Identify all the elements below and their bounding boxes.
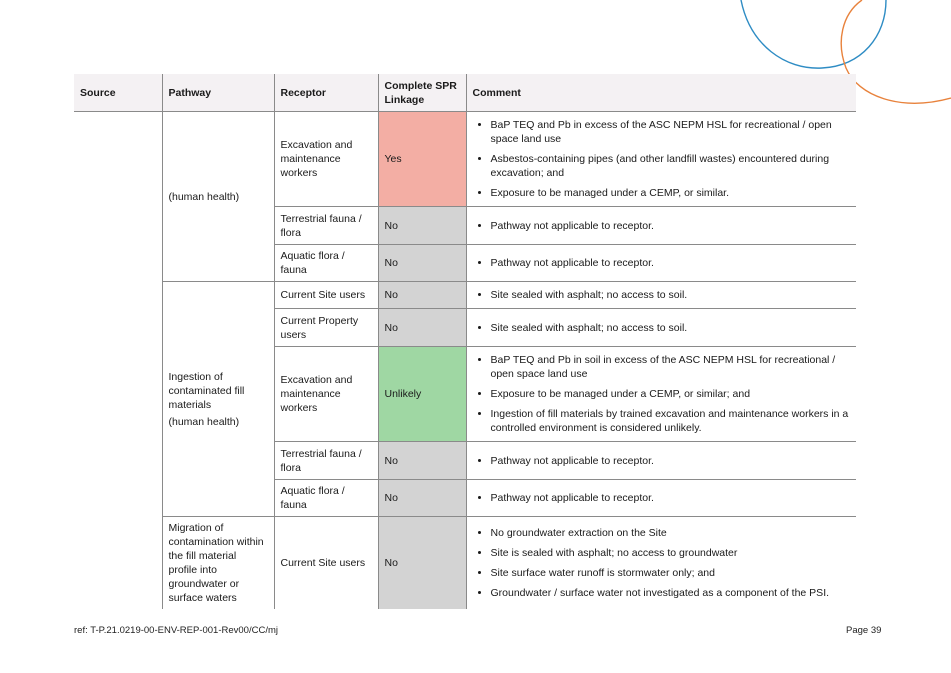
blue-swirl-line (741, 0, 886, 68)
comment-bullet: • Groundwater / surface water not investigated as a component of the PSI. (491, 586, 851, 600)
linkage-cell: Unlikely (378, 347, 466, 442)
comment-bullet: • Pathway not applicable to receptor. (491, 256, 851, 270)
linkage-cell: Yes (378, 112, 466, 207)
source-cell (74, 112, 162, 610)
pathway-cell: Migration of contamination within the fill material profile into groundwater or surface waters (162, 517, 274, 610)
receptor-cell: Excavation and maintenance workers (274, 112, 378, 207)
receptor-cell: Aquatic flora / fauna (274, 480, 378, 517)
comment-bullet: • Site surface water runoff is stormwater only; and (491, 566, 851, 580)
linkage-cell: No (378, 480, 466, 517)
spr-linkage-table (74, 74, 856, 609)
comment-bullet: • BaP TEQ and Pb in excess of the ASC NEPM HSL for recreational / open space land use (491, 118, 851, 146)
comment-cell (466, 480, 856, 517)
comment-bullet: • Exposure to be managed under a CEMP, or similar; and (491, 387, 851, 401)
receptor-cell: Current Site users (274, 517, 378, 610)
comment-cell (466, 442, 856, 480)
receptor-cell: Terrestrial fauna / flora (274, 207, 378, 245)
comment-bullet: • No groundwater extraction on the Site (491, 526, 851, 540)
table-row (74, 112, 856, 207)
comment-cell (466, 112, 856, 207)
comment-bullet: • Pathway not applicable to receptor. (491, 454, 851, 468)
comment-bullet: • Site is sealed with asphalt; no access to groundwater (491, 546, 851, 560)
header-comment: Comment (466, 74, 856, 112)
linkage-cell: No (378, 309, 466, 347)
comment-cell (466, 207, 856, 245)
orange-swirl-line (841, 0, 951, 103)
table-row (74, 517, 856, 610)
comment-bullet: • Ingestion of fill materials by trained excavation and maintenance workers in a controlled environment is considered unlikely. (491, 407, 851, 435)
comment-cell (466, 245, 856, 282)
linkage-cell: No (378, 282, 466, 309)
comment-bullet: • Asbestos-containing pipes (and other landfill wastes) encountered during excavation; and (491, 152, 851, 180)
table-row (74, 282, 856, 309)
receptor-cell: Aquatic flora / fauna (274, 245, 378, 282)
header-linkage: Complete SPR Linkage (378, 74, 466, 112)
pathway-cell (162, 282, 274, 517)
header-source: Source (74, 74, 162, 112)
comment-bullet: • Site sealed with asphalt; no access to soil. (491, 321, 851, 335)
pathway-sub-text: (human health) (168, 415, 240, 428)
comment-cell (466, 347, 856, 442)
comment-bullet: • BaP TEQ and Pb in soil in excess of the ASC NEPM HSL for recreational / open space land use (491, 353, 851, 381)
linkage-cell: No (378, 517, 466, 610)
comment-bullet: • Exposure to be managed under a CEMP, or similar. (491, 186, 851, 200)
receptor-cell: Current Property users (274, 309, 378, 347)
table-header-row (74, 74, 856, 112)
pathway-cell: (human health) (162, 112, 274, 282)
comment-bullet: • Pathway not applicable to receptor. (491, 219, 851, 233)
header-receptor: Receptor (274, 74, 378, 112)
comment-bullet: • Pathway not applicable to receptor. (491, 491, 851, 505)
linkage-cell: No (378, 207, 466, 245)
comment-cell (466, 309, 856, 347)
header-pathway: Pathway (162, 74, 274, 112)
receptor-cell: Excavation and maintenance workers (274, 347, 378, 442)
receptor-cell: Current Site users (274, 282, 378, 309)
linkage-cell: No (378, 245, 466, 282)
pathway-main-text: Ingestion of contaminated fill materials (168, 370, 245, 411)
comment-bullet: • Site sealed with asphalt; no access to soil. (491, 288, 851, 302)
linkage-cell: No (378, 442, 466, 480)
comment-cell (466, 282, 856, 309)
receptor-cell: Terrestrial fauna / flora (274, 442, 378, 480)
footer-page-number: Page 39 (846, 625, 882, 636)
footer-reference: ref: T-P.21.0219-00-ENV-REP-001-Rev00/CC/mj (74, 625, 278, 636)
comment-cell (466, 517, 856, 610)
